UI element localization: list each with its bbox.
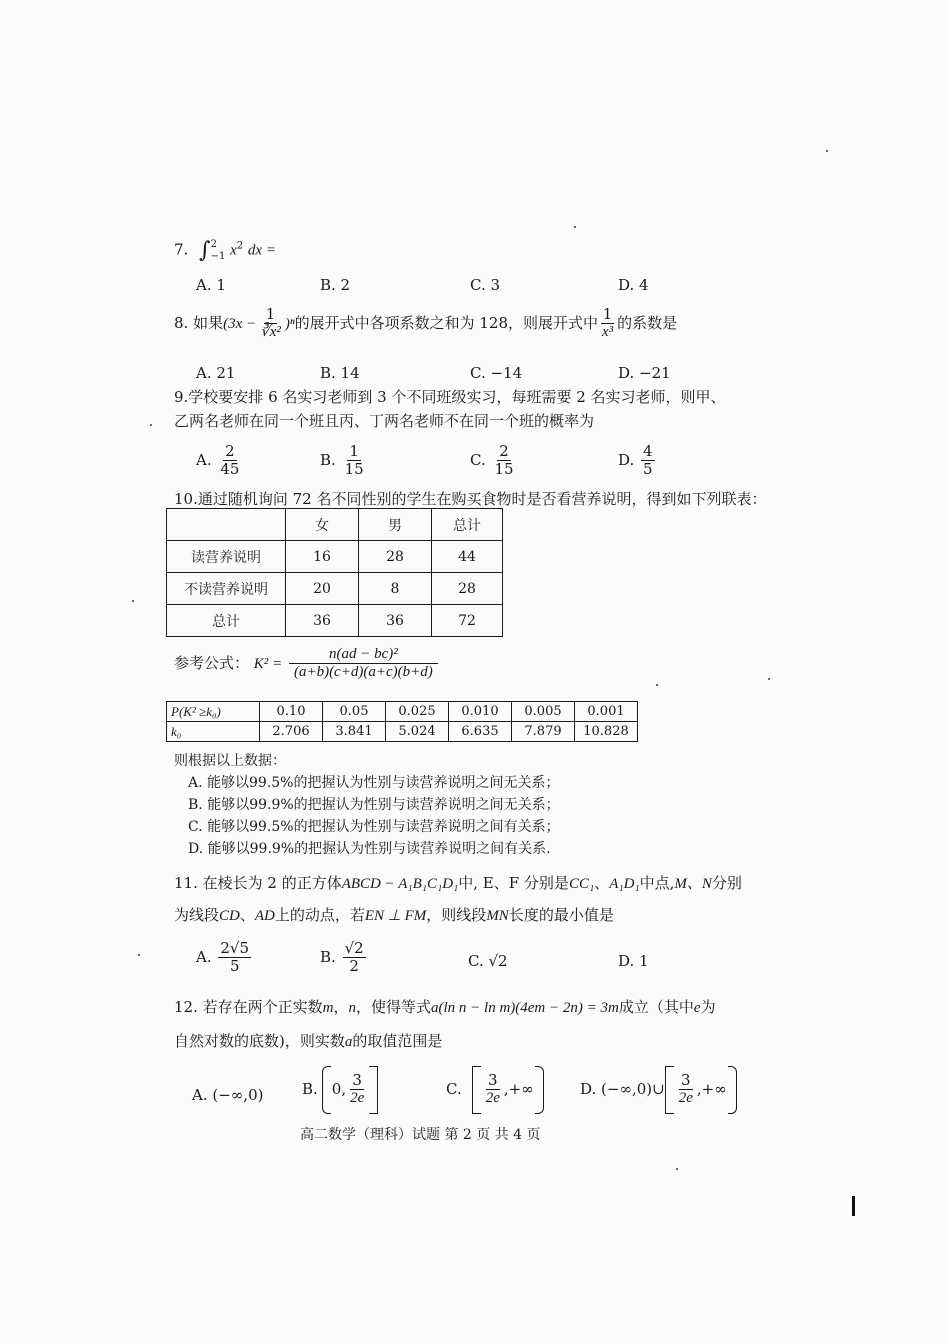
q10-formula [174,646,440,682]
q11-text: 上的动点，若 [274,906,365,924]
q12-option-a-value: (−∞,0) [212,1086,264,1104]
scan-speck [826,150,828,152]
q11-option-d: D. 1 [618,952,649,970]
q12-equation: a(ln n − ln m)(4em − 2n) = 3m [431,1000,619,1016]
q12-option-d-num: 3 [681,1071,691,1089]
formula-den: (a+b)(c+d)(a+c)(b+d) [293,664,433,681]
q12-text: ，使得等式 [355,998,431,1016]
q8-fraction [258,306,283,342]
q9-option-d-label: D. [618,450,635,469]
q12-option-a [192,1086,263,1104]
q11-option-a-label: A. [196,947,212,966]
scan-speck [574,226,576,228]
q11-line-1 [174,872,742,893]
q12-option-b [302,1072,378,1108]
q12-text: 为 [700,998,716,1016]
table-cell: 0.025 [386,702,449,722]
q12-option-d-den: 2e [678,1090,693,1107]
q12-option-b-den: 2e [350,1090,365,1107]
scan-speck [150,424,152,426]
q9-option-b-num: 1 [349,442,359,460]
table-cell: 20 [286,573,359,605]
q12-option-b-label: B. [302,1079,318,1098]
q11-option-b-den: 2 [349,957,359,976]
q12-n: n [348,1000,356,1016]
table-cell: 16 [286,541,359,573]
q11-mn: M、N [674,876,712,892]
q8-frac2-den: x³ [602,324,614,341]
q8-expr-a: (3x − [223,315,257,332]
q11-option-a-num: 2√5 [220,939,250,957]
q12-text: 成立（其中 [618,998,694,1016]
table-header-cell: 女 [286,509,359,541]
q11-option-b [320,940,368,976]
table-cell: 不读营养说明 [167,573,286,605]
q8-frac-num: 1 [265,305,276,323]
q8-post: 的系数是 [617,313,678,332]
q12-m: m [322,1000,334,1016]
q9-option-a-num: 2 [225,442,235,460]
q11-text: 中, E、F 分别是 [458,874,569,892]
table-header-row [167,509,503,541]
q8-fraction-2 [600,306,615,342]
q9-option-a-label: A. [196,450,212,469]
scan-speck [768,678,770,680]
q12-option-d-post: ,+∞ [696,1079,727,1098]
q11-line-2 [174,904,614,925]
q12-text: 自然对数的底数)，则实数 [174,1032,345,1050]
scan-speck [132,600,134,602]
q11-text: 、 [594,874,610,892]
q10-option-a: A. 能够以99.5%的把握认为性别与读营养说明之间无关系； [188,775,560,791]
q7-dx: dx = [247,242,276,259]
q7-integrand: x [230,242,237,259]
q11-text: 分别 [711,874,742,892]
table-row [167,722,638,742]
q10-conclusion: 则根据以上数据： [174,753,286,769]
q9-option-c-den: 15 [494,460,514,479]
q12-line-2 [174,1030,442,1051]
q11-text: 、 [239,906,255,924]
table-row [167,702,638,722]
q10-intro: 10.通过随机询问 72 名不同性别的学生在购买食物时是否看营养说明，得到如下列联表： [174,490,767,508]
scan-speck [138,954,140,956]
q12-e: e [693,1000,701,1016]
table-cell: 0.001 [575,702,638,722]
q7-option-d: D. 4 [618,276,649,294]
q12-text: 12. 若存在两个正实数 [174,998,323,1016]
q12-a: a [344,1034,353,1050]
q11-option-a-den: 5 [229,957,240,976]
q8-option-c: C. −14 [470,364,523,382]
q11-text: 中点, [639,874,675,892]
page-footer: 高二数学（理科）试题 第 2 页 共 4 页 [300,1127,541,1143]
q12-option-c [446,1072,544,1108]
table-cell: 0.05 [323,702,386,722]
q9-option-b-den: 15 [344,460,364,479]
q11-cube: ABCD − A₁B₁C₁D₁ [341,876,459,892]
table-cell: 72 [432,605,503,637]
q7-upper-limit: 2 [210,238,217,250]
table-cell: 0.010 [449,702,512,722]
q12-option-c-label: C. [446,1079,462,1098]
q8-frac2-num: 1 [602,305,613,323]
q9-option-a-den: 45 [220,460,240,479]
q12-text: 的取值范围是 [352,1032,443,1050]
table-cell: 读营养说明 [167,541,286,573]
q11-cd: CD [219,908,240,924]
critical-value-table [166,701,638,742]
q8-mid: 的展开式中各项系数之和为 128，则展开式中 [294,313,598,332]
table-cell: 总计 [167,605,286,637]
table-cell: 0.10 [260,702,323,722]
q11-text: 长度的最小值是 [508,906,614,924]
q9-option-a [196,443,243,479]
question-7 [174,238,276,263]
contingency-table [166,508,503,637]
formula-num: n(ad − bc)² [289,646,438,664]
q8-exp: )ⁿ [284,315,295,332]
q9-option-c-label: C. [470,450,486,469]
table-cell: 8 [359,573,432,605]
table-cell: 2.706 [260,722,323,742]
q9-option-b [320,443,368,479]
q9-option-d [618,443,657,479]
table-cell: 10.828 [575,722,638,742]
question-8 [174,306,677,342]
table-cell: 6.635 [449,722,512,742]
q11-mn2: MN [486,908,509,924]
q7-number: 7. [174,240,189,259]
q7-option-c: C. 3 [470,276,501,294]
q11-text: 为线段 [174,906,220,924]
q9-option-d-den: 5 [643,460,653,479]
q11-option-c: C. √2 [468,952,508,970]
table-cell: P(K² ≥k₀) [167,702,260,722]
table-cell: 36 [359,605,432,637]
scan-speck [656,684,658,686]
q12-option-c-den: 2e [485,1090,500,1107]
q8-option-d: D. −21 [618,364,671,382]
q8-pre: 如果 [193,313,224,332]
q12-option-a-label: A. [192,1086,208,1104]
q7-lower-limit: −1 [210,250,226,262]
q8-number: 8. [174,313,189,332]
q11-condition: EN ⊥ FM [364,908,427,924]
q10-option-c: C. 能够以99.5%的把握认为性别与读营养说明之间有关系； [188,819,560,835]
q9-line-2: 乙两名老师在同一个班且丙、丁两名老师不在同一个班的概率为 [174,412,595,430]
table-header-cell: 男 [359,509,432,541]
q11-text: ，则线段 [426,906,487,924]
table-header-cell: 总计 [432,509,503,541]
table-cell: 44 [432,541,503,573]
q12-option-d [580,1072,737,1108]
q11-option-b-num: √2 [344,939,364,957]
q12-option-b-num: 3 [352,1071,362,1089]
scan-mark [852,1196,855,1216]
table-row [167,541,503,573]
table-cell: 5.024 [386,722,449,742]
integral-sign: ∫ [199,238,211,263]
table-row [167,605,503,637]
table-cell: 28 [359,541,432,573]
q11-seg-a1d1: A₁D₁ [609,876,640,892]
q7-option-b: B. 2 [320,276,351,294]
table-cell: 36 [286,605,359,637]
table-cell: 3.841 [323,722,386,742]
q7-exponent: 2 [236,240,244,252]
q8-frac-den: ∛x² [260,324,281,341]
q9-option-b-label: B. [320,450,336,469]
q12-option-c-num: 3 [488,1071,498,1089]
formula-label: 参考公式： [174,653,250,672]
q9-option-d-num: 4 [643,442,653,460]
q9-line-1: 9.学校要安排 6 名实习老师到 3 个不同班级实习，每班需要 2 名实习老师，则甲、 [174,388,726,406]
formula-lhs: K² = [253,655,283,672]
q11-seg-cc1: CC₁ [568,876,595,892]
q12-option-b-pre: 0, [331,1079,347,1098]
scan-speck [676,1168,678,1170]
q8-option-a: A. 21 [196,364,236,382]
table-cell: 7.879 [512,722,575,742]
q12-option-d-label: D. [580,1079,597,1098]
table-header-cell [167,509,286,541]
q9-option-c-num: 2 [499,442,509,460]
q11-option-b-label: B. [320,947,336,966]
q12-text: ， [333,998,349,1016]
q12-option-d-pre: (−∞,0)∪ [601,1079,665,1098]
table-cell: 28 [432,573,503,605]
q11-text: 11. 在棱长为 2 的正方体 [174,874,342,892]
q7-option-a: A. 1 [196,276,226,294]
q9-option-c [470,443,518,479]
q12-line-1 [174,996,716,1017]
table-cell: 0.005 [512,702,575,722]
formula-fraction [289,646,438,682]
table-cell: k₀ [167,722,260,742]
q10-option-b: B. 能够以99.9%的把握认为性别与读营养说明之间无关系； [188,797,560,813]
table-row [167,573,503,605]
q11-ad: AD [254,908,275,924]
q11-option-a [196,940,253,976]
q12-option-c-post: ,+∞ [503,1079,534,1098]
q10-option-d: D. 能够以99.9%的把握认为性别与读营养说明之间有关系. [188,841,551,857]
q8-option-b: B. 14 [320,364,360,382]
